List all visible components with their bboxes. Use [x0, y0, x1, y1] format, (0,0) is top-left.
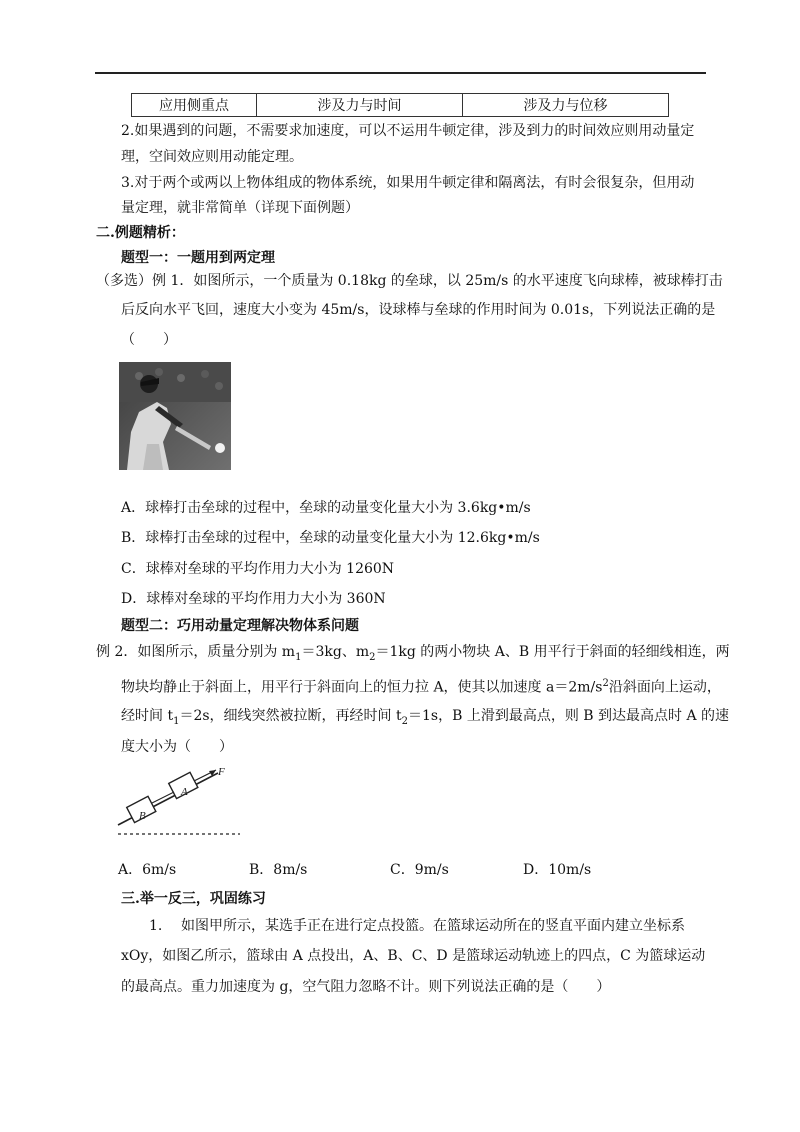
incline-diagram — [112, 763, 246, 845]
header-rule — [95, 72, 706, 74]
example-1-line-1: （多选）例 1．如图所示，一个质量为 0.18kg 的垒球，以 25m/s 的水平速度飞向球棒，被球棒打击 — [96, 273, 723, 289]
text-run: ＝1kg 的两小物块 A、B 用平行于斜面的轻细线相连，两 — [375, 644, 730, 660]
superscript: 2 — [602, 678, 609, 689]
table-cell: 涉及力与位移 — [463, 94, 669, 117]
table-cell: 应用侧重点 — [132, 94, 257, 117]
subscript: 2 — [401, 715, 408, 727]
note-3-line-2: 量定理，就非常简单（详现下面例题） — [121, 200, 359, 216]
text-run: ＝3kg、m — [301, 644, 370, 660]
incline-figure — [112, 763, 246, 845]
practice-1-number: 1. — [149, 918, 163, 934]
table-row — [132, 94, 669, 117]
example-2-option-a: A．6m/s — [118, 862, 177, 878]
note-2-line-2: 理，空间效应则用动能定理。 — [121, 149, 303, 165]
example-2-option-b: B．8m/s — [249, 862, 308, 878]
text-run: ＝2s，细线突然被拉断，再经时间 t — [179, 708, 402, 724]
baseball-batter-photo — [119, 362, 231, 470]
example-1-option-b: B．球棒打击垒球的过程中，垒球的动量变化量大小为 12.6kg•m/s — [121, 530, 540, 546]
example-1-line-2: 后反向水平飞回，速度大小变为 45m/s，设球棒与垒球的作用时间为 0.01s，下列说法正确的是 — [121, 302, 716, 318]
section-2-title: 二.例题精析： — [96, 225, 185, 241]
example-2-option-d: D．10m/s — [523, 862, 592, 878]
example-2-line-2 — [121, 674, 721, 698]
subscript: 2 — [369, 651, 376, 663]
label-f: F — [218, 766, 225, 778]
text-run: ＝1s，B 上滑到最高点，则 B 到达最高点时 A 的速 — [408, 708, 730, 724]
type-2-title: 题型二：巧用动量定理解决物体系问题 — [121, 618, 359, 634]
example-1-option-d: D．球棒对垒球的平均作用力大小为 360N — [121, 591, 386, 607]
label-b: B — [139, 810, 146, 822]
text-run: 例 2．如图所示，质量分别为 m — [96, 644, 296, 660]
example-1-option-c: C．球棒对垒球的平均作用力大小为 1260N — [121, 561, 395, 577]
text-run: 物块均静止于斜面上，用平行于斜面向上的恒力拉 A，使其以加速度 a＝2m/s — [121, 679, 603, 696]
example-2-line-1 — [96, 642, 730, 668]
practice-1-line-2: xOy，如图乙所示，篮球由 A 点投出，A、B、C、D 是篮球运动轨迹上的四点，C 为篮球运动 — [121, 948, 706, 964]
example-2-line-4: 度大小为（ ） — [121, 739, 233, 755]
example-1-option-a: A．球棒打击垒球的过程中，垒球的动量变化量大小为 3.6kg•m/s — [121, 500, 531, 516]
example-2-option-c: C．9m/s — [390, 862, 449, 878]
label-a: A — [181, 786, 188, 798]
comparison-table — [131, 93, 669, 117]
text-run: 沿斜面向上运动， — [608, 679, 721, 696]
example-2-line-3 — [121, 706, 729, 732]
subscript: 1 — [173, 715, 180, 727]
practice-1-line-3: 的最高点。重力加速度为 g，空气阻力忽略不计。则下列说法正确的是（ ） — [121, 979, 611, 995]
table-cell: 涉及力与时间 — [257, 94, 463, 117]
subscript: 1 — [295, 651, 302, 663]
practice-1-line-1: 如图甲所示，某选手正在进行定点投篮。在篮球运动所在的竖直平面内建立坐标系 — [181, 918, 685, 934]
example-1-answer-blank: （ ） — [121, 332, 177, 348]
type-1-title: 题型一：一题用到两定理 — [121, 250, 275, 266]
note-3-line-1: 3.对于两个或两以上物体组成的物体系统，如果用牛顿定律和隔离法，有时会很复杂，但用动 — [121, 175, 695, 191]
note-2-line-1: 2.如果遇到的问题，不需要求加速度，可以不运用牛顿定律，涉及到力的时间效应则用动量定 — [121, 123, 695, 139]
section-3-title: 三.举一反三，巩固练习 — [121, 891, 266, 907]
text-run: 经时间 t — [121, 708, 174, 724]
